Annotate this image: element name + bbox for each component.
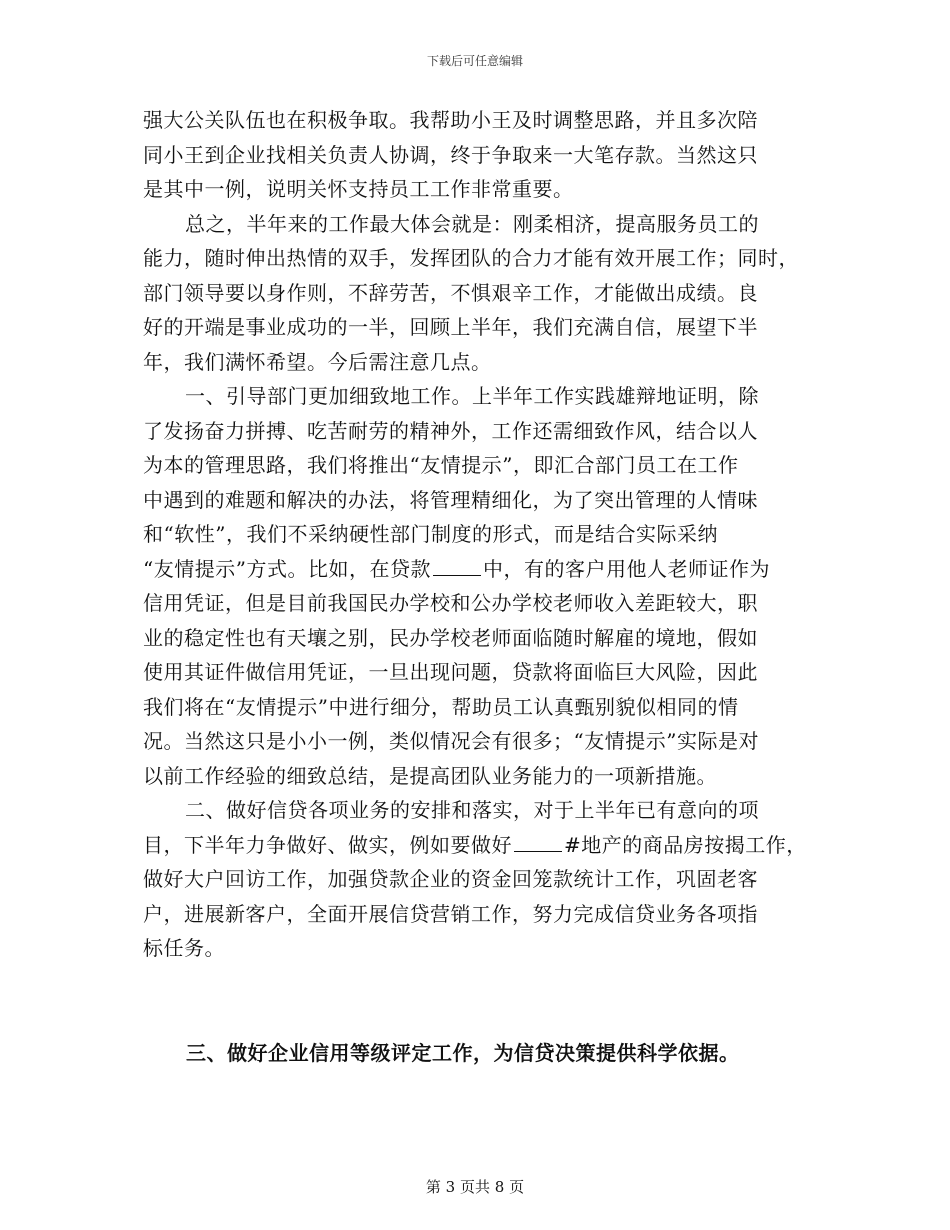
- document-body: [143, 103, 810, 966]
- fill-in-blank: [514, 831, 562, 852]
- text-line: 业的稳定性也有天壤之别，民办学校老师面临随时解雇的境地，假如: [143, 625, 758, 650]
- text-line: 为本的管理思路，我们将推出“友情提示”，即汇合部门员工在工作: [143, 453, 739, 477]
- text-segment: 中，有的客户用他人老师证作为: [482, 556, 770, 581]
- text-line-with-blank: [143, 552, 810, 587]
- text-line: 能力，随时伸出热情的双手，发挥团队的合力才能有效开展工作；同时，: [143, 246, 799, 270]
- text-line: 了发扬奋力拼搏、吃苦耐劳的精神外，工作还需细致作风，结合以人: [143, 418, 758, 443]
- text-line: 一、引导部门更加细致地工作。上半年工作实践雄辩地证明，除: [185, 384, 759, 408]
- text-line: 是其中一例，说明关怀支持员工工作非常重要。: [143, 177, 574, 201]
- text-line: 年，我们满怀希望。今后需注意几点。: [143, 349, 492, 374]
- text-segment: “友情提示”方式。比如，在贷款: [143, 556, 431, 581]
- text-line: 户，进展新客户，全面开展信贷营销工作，努力完成信贷业务各项指: [143, 901, 758, 926]
- fill-in-blank: [433, 555, 481, 576]
- text-line: 况。当然这只是小小一例，类似情况会有很多；“友情提示”实际是对: [143, 729, 759, 753]
- page-footer: 第 3 页共 8 页: [425, 1178, 525, 1196]
- text-line: 信用凭证，但是目前我国民办学校和公办学校老师收入差距较大，职: [143, 591, 758, 615]
- text-line: 部门领导要以身作则，不辞劳苦，不惧艰辛工作，才能做出成绩。良: [143, 280, 758, 305]
- text-line: 和“软性”，我们不采纳硬性部门制度的形式，而是结合实际采纳: [143, 522, 718, 546]
- text-line: 使用其证件做信用凭证，一旦出现问题，贷款将面临巨大风险，因此: [143, 660, 758, 684]
- text-line: 同小王到企业找相关负责人协调，终于争取来一大笔存款。当然这只: [143, 142, 758, 167]
- text-segment: #地产的商品房按揭工作，: [564, 832, 807, 857]
- text-segment: 目，下半年力争做好、做实，例如要做好: [143, 832, 512, 857]
- text-line: 二、做好信贷各项业务的安排和落实，对于上半年已有意向的项: [185, 798, 759, 822]
- text-line: 强大公关队伍也在积极争取。我帮助小王及时调整思路，并且多次陪: [143, 108, 758, 132]
- text-line: 以前工作经验的细致总结，是提高团队业务能力的一项新措施。: [143, 763, 717, 788]
- text-line: 总之，半年来的工作最大体会就是：刚柔相济，提高服务员工的: [185, 211, 759, 236]
- text-line: 好的开端是事业成功的一半，回顾上半年，我们充满自信，展望下半: [143, 315, 758, 339]
- text-line: 标任务。: [143, 936, 225, 960]
- section-heading: 三、做好企业信用等级评定工作，为信贷决策提供科学依据。: [186, 1041, 740, 1065]
- text-line: 做好大户回访工作，加强贷款企业的资金回笼款统计工作，巩固老客: [143, 867, 758, 891]
- text-line: 我们将在“友情提示”中进行细分，帮助员工认真甄别貌似相同的情: [143, 694, 739, 719]
- text-line: 中遇到的难题和解决的办法，将管理精细化，为了突出管理的人情味: [143, 487, 758, 512]
- text-line-with-blank: [143, 828, 810, 863]
- page-header: 下载后可任意编辑: [426, 54, 523, 68]
